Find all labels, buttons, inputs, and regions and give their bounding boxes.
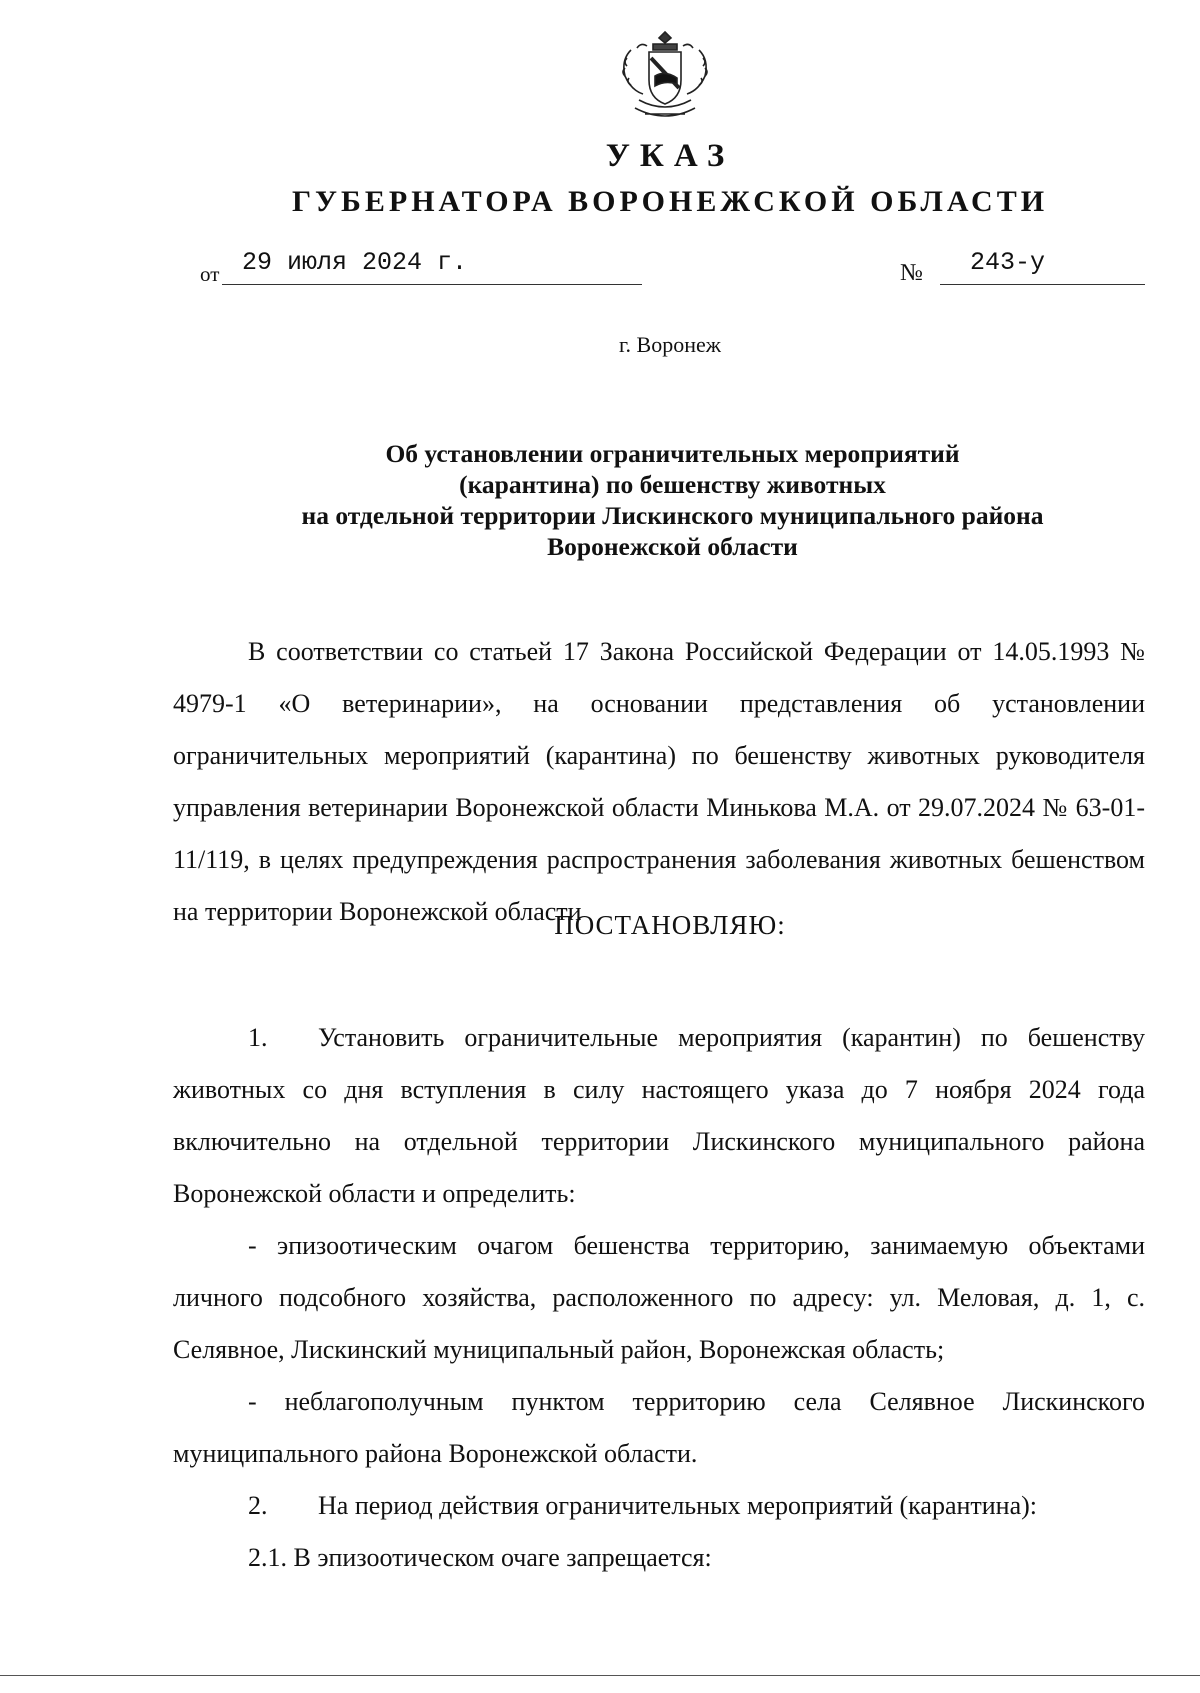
preamble bbox=[173, 626, 1145, 938]
decree-date: 29 июля 2024 г. bbox=[242, 248, 468, 277]
item-2 bbox=[173, 1480, 1145, 1532]
item-2-text: На период действия ограничительных мероприятий (карантина): bbox=[318, 1491, 1038, 1520]
number-sign: № bbox=[900, 260, 923, 286]
city-name: г. Воронеж bbox=[619, 332, 721, 357]
item-1-text: Установить ограничительные мероприятия (карантин) по бешенству животных со дня вступления в силу настоящего указа до 7 ноября 2024 года включительно на отдельной территории Лискинского муниципального района Воронежской области и определить: bbox=[173, 1023, 1145, 1208]
item-1 bbox=[173, 1012, 1145, 1220]
issuer-title: ГУБЕРНАТОРА ВОРОНЕЖСКОЙ ОБЛАСТИ bbox=[291, 185, 1049, 218]
preamble-text: В соответствии со статьей 17 Закона Российской Федерации от 14.05.1993 № 4979-1 «О ветеринарии», на основании представления об установлении ограничительных мероприятий (карантина) по бешенству животных руководителя управления ветеринарии Воронежской области Минькова М.А. от 29.07.2024 № 63-01-11/119, в целях предупреждения распространения заболевания животных бешенством на территории Воронежской области bbox=[173, 637, 1145, 926]
item-1-number: 1. bbox=[248, 1023, 268, 1052]
resolve-heading: ПОСТАНОВЛЯЮ: bbox=[554, 910, 786, 940]
item-1-b: - неблагополучным пунктом территорию села Селявное Лискинского муниципального района Воронежской области. bbox=[173, 1387, 1145, 1468]
subject-line-3: на отдельной территории Лискинского муниципального района bbox=[301, 501, 1044, 530]
decree-subject bbox=[200, 438, 1145, 562]
item-2-number: 2. bbox=[248, 1491, 268, 1520]
date-prefix: от bbox=[200, 262, 220, 286]
subject-line-4: Воронежской области bbox=[547, 532, 798, 561]
date-number-row bbox=[200, 248, 1145, 288]
decree-title: УКАЗ bbox=[605, 138, 735, 174]
item-2-1: 2.1. В эпизоотическом очаге запрещается: bbox=[248, 1543, 712, 1572]
item-1-a: - эпизоотическим очагом бешенства территорию, занимаемую объектами личного подсобного хозяйства, расположенного по адресу: ул. Меловая, д. 1, с. Селявное, Лискинский муниципальный район, Воронежская область; bbox=[173, 1231, 1145, 1364]
number-underline bbox=[940, 284, 1145, 285]
coat-of-arms-emblem bbox=[615, 28, 715, 122]
footer-divider bbox=[0, 1675, 1200, 1676]
decree-number: 243-у bbox=[970, 248, 1046, 277]
subject-line-1: Об установлении ограничительных мероприятий bbox=[385, 439, 960, 468]
date-underline bbox=[222, 284, 642, 285]
decree-items bbox=[173, 1012, 1145, 1584]
subject-line-2: (карантина) по бешенству животных bbox=[459, 470, 886, 499]
